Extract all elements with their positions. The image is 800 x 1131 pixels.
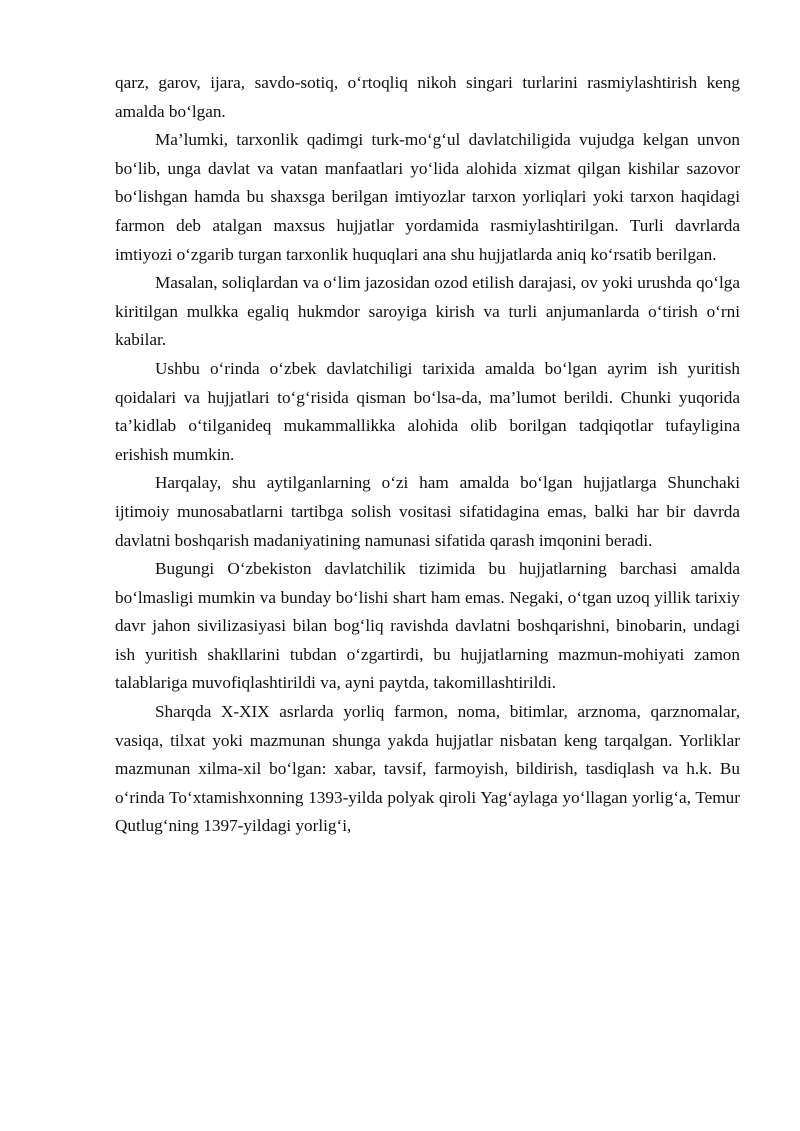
document-page [115,69,740,841]
paragraph-7: Sharqda X-XIX asrlarda yorliq farmon, noma, bitimlar, arznoma, qarznomalar, vasiqa, tilxat yoki mazmunan shunga yakda hujjatlar nisbatan keng tarqalgan. Yorliklar mazmunan xilma-xil boʻlgan: xabar, tavsif, farmoyish, bildirish, tasdiqlash va h.k. Bu oʻrinda Toʻxtamishxonning 1393-yilda polyak qiroli Yagʻaylaga yoʻllagan yorligʻa, Temur Qutlugʻning 1397-yildagi yorligʻi, [115,702,740,836]
paragraph-2: Ma’lumki, tarxonlik qadimgi turk-moʻgʻul davlatchiligida vujudga kelgan unvon boʻlib, unga davlat va vatan manfaatlari yoʻlida alohida xizmat qilgan kishilar sazovor boʻlishgan hamda bu shaxsga berilgan imtiyozlar tarxon yorliqlari yoki tarxon haqidagi farmon deb atalgan maxsus hujjatlar yordamida rasmiylashtirilgan. Turli davrlarda imtiyozi oʻzgarib turgan tarxonlik huquqlari ana shu hujjatlarda aniq koʻrsatib berilgan. [115,130,740,264]
paragraph-1: qarz, garov, ijara, savdo-sotiq, oʻrtoqliq nikoh singari turlarini rasmiylashtirish keng amalda boʻlgan. [115,73,740,121]
paragraph-5: Harqalay, shu aytilganlarning oʻzi ham amalda boʻlgan hujjatlarga Shunchaki ijtimoiy munosabatlarni tartibga solish vositasi sifatidagina emas, balki har bir davrda davlatni boshqarish madaniyatining namunasi sifatida qarash imqonini beradi. [115,473,740,550]
paragraph-3: Masalan, soliqlardan va oʻlim jazosidan ozod etilish darajasi, ov yoki urushda qoʻlga kiritilgan mulkka egaliq hukmdor saroyiga kirish va turli anjumanlarda oʻtirish oʻrni kabilar. [115,273,740,350]
paragraph-4: Ushbu oʻrinda oʻzbek davlatchiligi tarixida amalda boʻlgan ayrim ish yuritish qoidalari va hujjatlari toʻgʻrisida qisman boʻlsa-da, ma’lumot berildi. Chunki yuqorida ta’kidlab oʻtilganideq mukammallikka alohida olib borilgan tadqiqotlar tufayligina erishish mumkin. [115,358,740,464]
paragraph-6: Bugungi Oʻzbekiston davlatchilik tizimida bu hujjatlarning barchasi amalda boʻlmasligi mumkin va bunday boʻlishi shart ham emas. Negaki, oʻtgan uzoq yillik tarixiy davr jahon sivilizasiyasi bilan bogʻliq ravishda davlatni boshqarishni, binobarin, undagi ish yuritish shakllarini tubdan oʻzgartirdi, bu hujjatlarning mazmun-mohiyati zamon talablariga muvofiqlashtirildi va, ayni paytda, takomillashtirildi. [115,559,740,693]
